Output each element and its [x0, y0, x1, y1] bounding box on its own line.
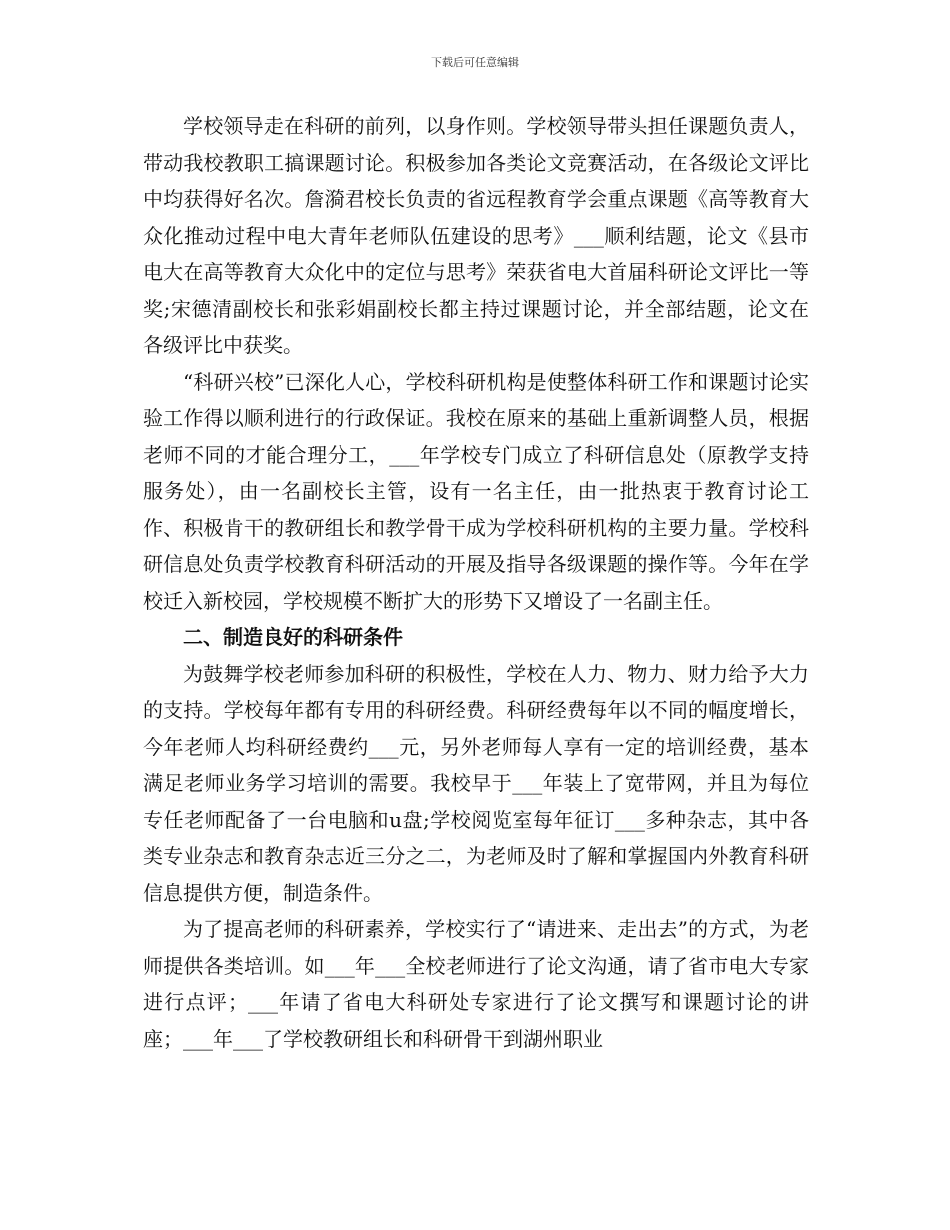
- paragraph-funding: 为鼓舞学校老师参加科研的积极性，学校在人力、物力、财力给予大力的支持。学校每年都有专用的科研经费。科研经费每年以不同的幅度增长，今年老师人均科研经费约___元，另外老师每人享有一定的培训经费，基本满足老师业务学习培训的需要。我校早于___年装上了宽带网，并且为每位专任老师配备了一台电脑和u盘;学校阅览室每年征订___多种杂志，其中各类专业杂志和教育杂志近三分之二，为老师及时了解和掌握国内外教育科研信息提供方便，制造条件。: [143, 661, 809, 905]
- document-body: [143, 108, 809, 1057]
- section-heading: 二、制造良好的科研条件: [183, 625, 403, 649]
- paragraph-training: 为了提高老师的科研素养，学校实行了“请进来、走出去”的方式，为老师提供各类培训。如___年___全校老师进行了论文沟通，请了省市电大专家进行点评；___年请了省电大科研处专家进行了论文撰写和课题讨论的讲座；___年___了学校教研组长和科研骨干到湖州职业: [143, 917, 809, 1051]
- page-header: 下载后可任意编辑: [431, 56, 519, 69]
- paragraph-research-office: “科研兴校”已深化人心，学校科研机构是使整体科研工作和课题讨论实验工作得以顺利进行的行政保证。我校在原来的基础上重新调整人员，根据老师不同的才能合理分工，___年学校专门成立了科研信息处（原教学支持服务处），由一名副校长主管，设有一名主任，由一批热衷于教育讨论工作、积极肯干的教研组长和教学骨干成为学校科研机构的主要力量。学校科研信息处负责学校教育科研活动的开展及指导各级课题的操作等。今年在学校迁入新校园，学校规模不断扩大的形势下又增设了一名副主任。: [143, 369, 809, 613]
- paragraph-leadership: 学校领导走在科研的前列，以身作则。学校领导带头担任课题负责人，带动我校教职工搞课题讨论。积极参加各类论文竞赛活动，在各级论文评比中均获得好名次。詹漪君校长负责的省远程教育学会重点课题《高等教育大众化推动过程中电大青年老师队伍建设的思考》___顺利结题，论文《县市电大在高等教育大众化中的定位与思考》荣获省电大首届科研论文评比一等奖;宋德清副校长和张彩娟副校长都主持过课题讨论，并全部结题，论文在各级评比中获奖。: [143, 114, 809, 357]
